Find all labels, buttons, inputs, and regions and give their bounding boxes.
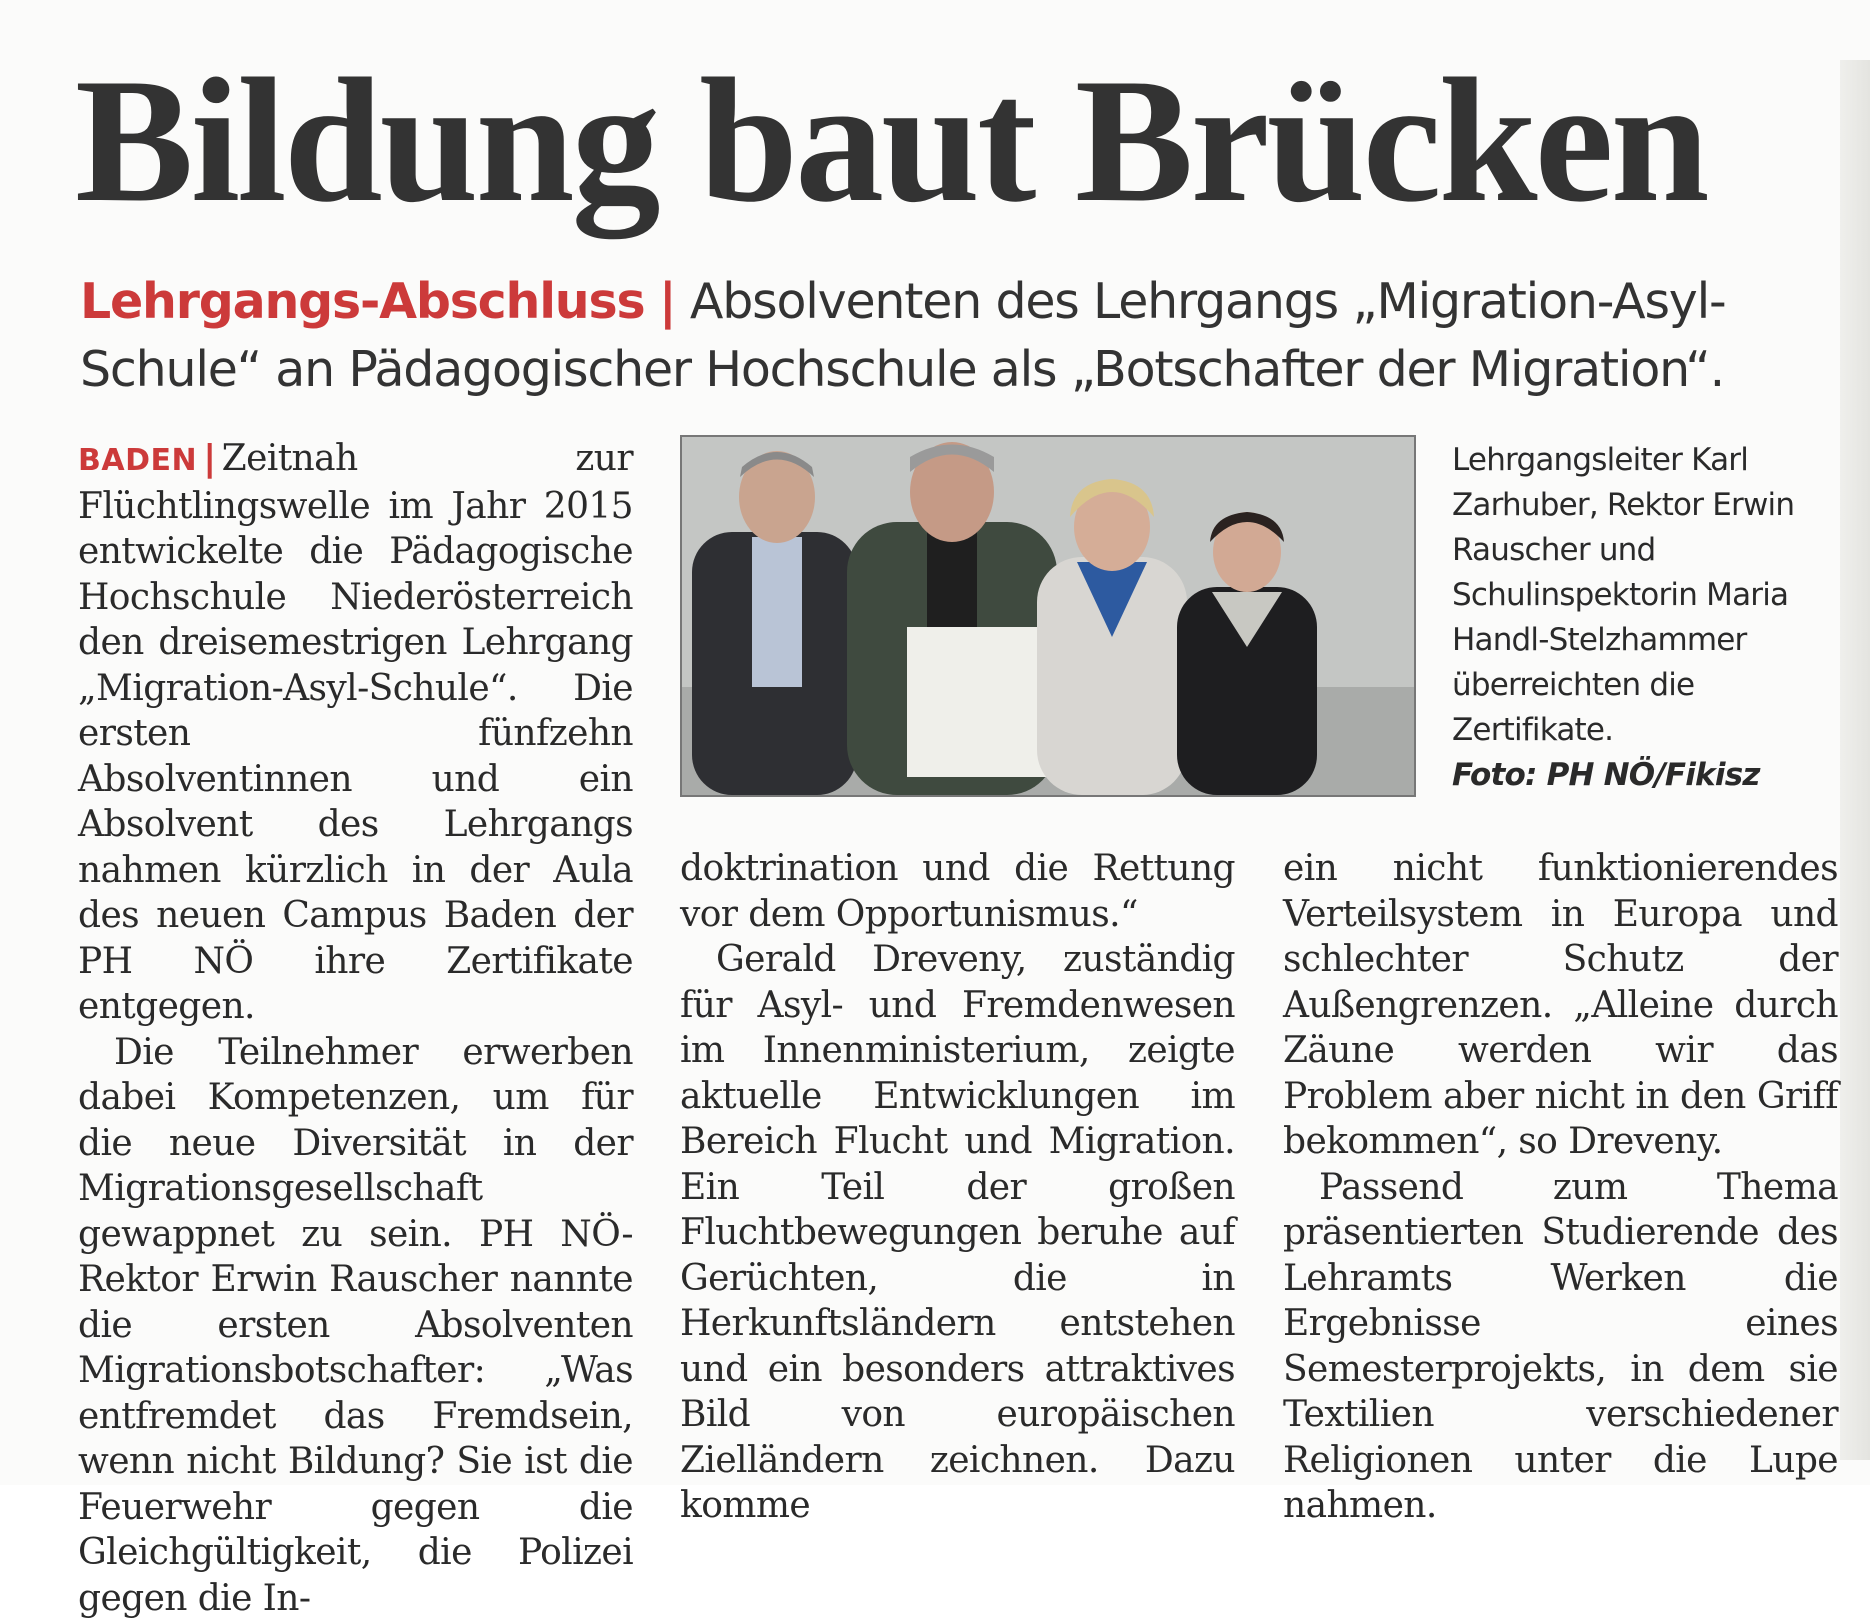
adjacent-page-edge (1840, 60, 1870, 1460)
paragraph: Passend zum Thema präsentierten Studierende des Lehramts Werken die Ergebnisse eines Semesterprojekts, in dem sie Textilien verschiedener Religionen unter die Lupe nahmen. (1283, 1165, 1838, 1529)
kicker-separator: | (659, 273, 676, 330)
photo-credit: Foto: PH NÖ/Fikisz (1452, 753, 1842, 798)
kicker: Lehrgangs-Abschluss (80, 273, 644, 330)
deck (80, 268, 1840, 404)
body-column-3 (1283, 846, 1838, 1529)
deck-text: Absolventen des Lehrgangs „Migration-Asyl-Schule“ an Pädagogischer Hochschule als „Botschafter der Migration“. (80, 273, 1725, 398)
paragraph: Gerald Dreveny, zuständig für Asyl- und Fremdenwesen im Innenministerium, zeigte aktuelle Entwicklungen im Bereich Flucht und Migration. Ein Teil der großen Fluchtbewegungen beruhe auf Gerüchten, die in Herkunftsländern entstehen und ein besonders attraktives Bild von europäischen Zielländern zeichnen. Dazu komme (680, 937, 1235, 1529)
article-photo (680, 435, 1416, 797)
photo-illustration (682, 437, 1414, 795)
body-column-2 (680, 846, 1235, 1529)
caption-text: Lehrgangsleiter Karl Zarhuber, Rektor Erwin Rauscher und Schulinspektorin Maria Handl-Stelzhammer überreichten die Zertifikate. (1452, 442, 1794, 748)
photo-caption (1452, 438, 1842, 798)
dateline: BADEN (78, 443, 197, 478)
paragraph: doktrination und die Rettung vor dem Opportunismus.“ (680, 846, 1235, 937)
dateline-separator: | (203, 438, 216, 479)
headline: Bildung baut Brücken (75, 40, 1835, 240)
paragraph (78, 436, 633, 1030)
paragraph: ein nicht funktionierendes Verteilsystem in Europa und schlechter Schutz der Außengrenzen. „Alleine durch Zäune werden wir das Problem aber nicht in den Griff bekommen“, so Dreveny. (1283, 846, 1838, 1165)
paragraph: Die Teilnehmer erwerben dabei Kompetenzen, um für die neue Diversität in der Migrationsgesellschaft gewappnet zu sein. PH NÖ-Rektor Erwin Rauscher nannte die ersten Absolventen Migrationsbotschafter: „Was entfremdet das Fremdsein, wenn nicht Bildung? Sie ist die Feuerwehr gegen die Gleichgültigkeit, die Polizei gegen die In- (78, 1030, 633, 1621)
paragraph-text: Zeitnah zur Flüchtlingswelle im Jahr 2015 entwickelte die Pädagogische Hochschule Niederösterreich den dreisemestrigen Lehrgang „Migration-Asyl-Schule“. Die ersten fünfzehn Absolventinnen und ein Absolvent des Lehrgangs nahmen kürzlich in der Aula des neuen Campus Baden der PH NÖ ihre Zertifikate entgegen. (78, 438, 633, 1027)
body-column-1 (78, 436, 633, 1621)
